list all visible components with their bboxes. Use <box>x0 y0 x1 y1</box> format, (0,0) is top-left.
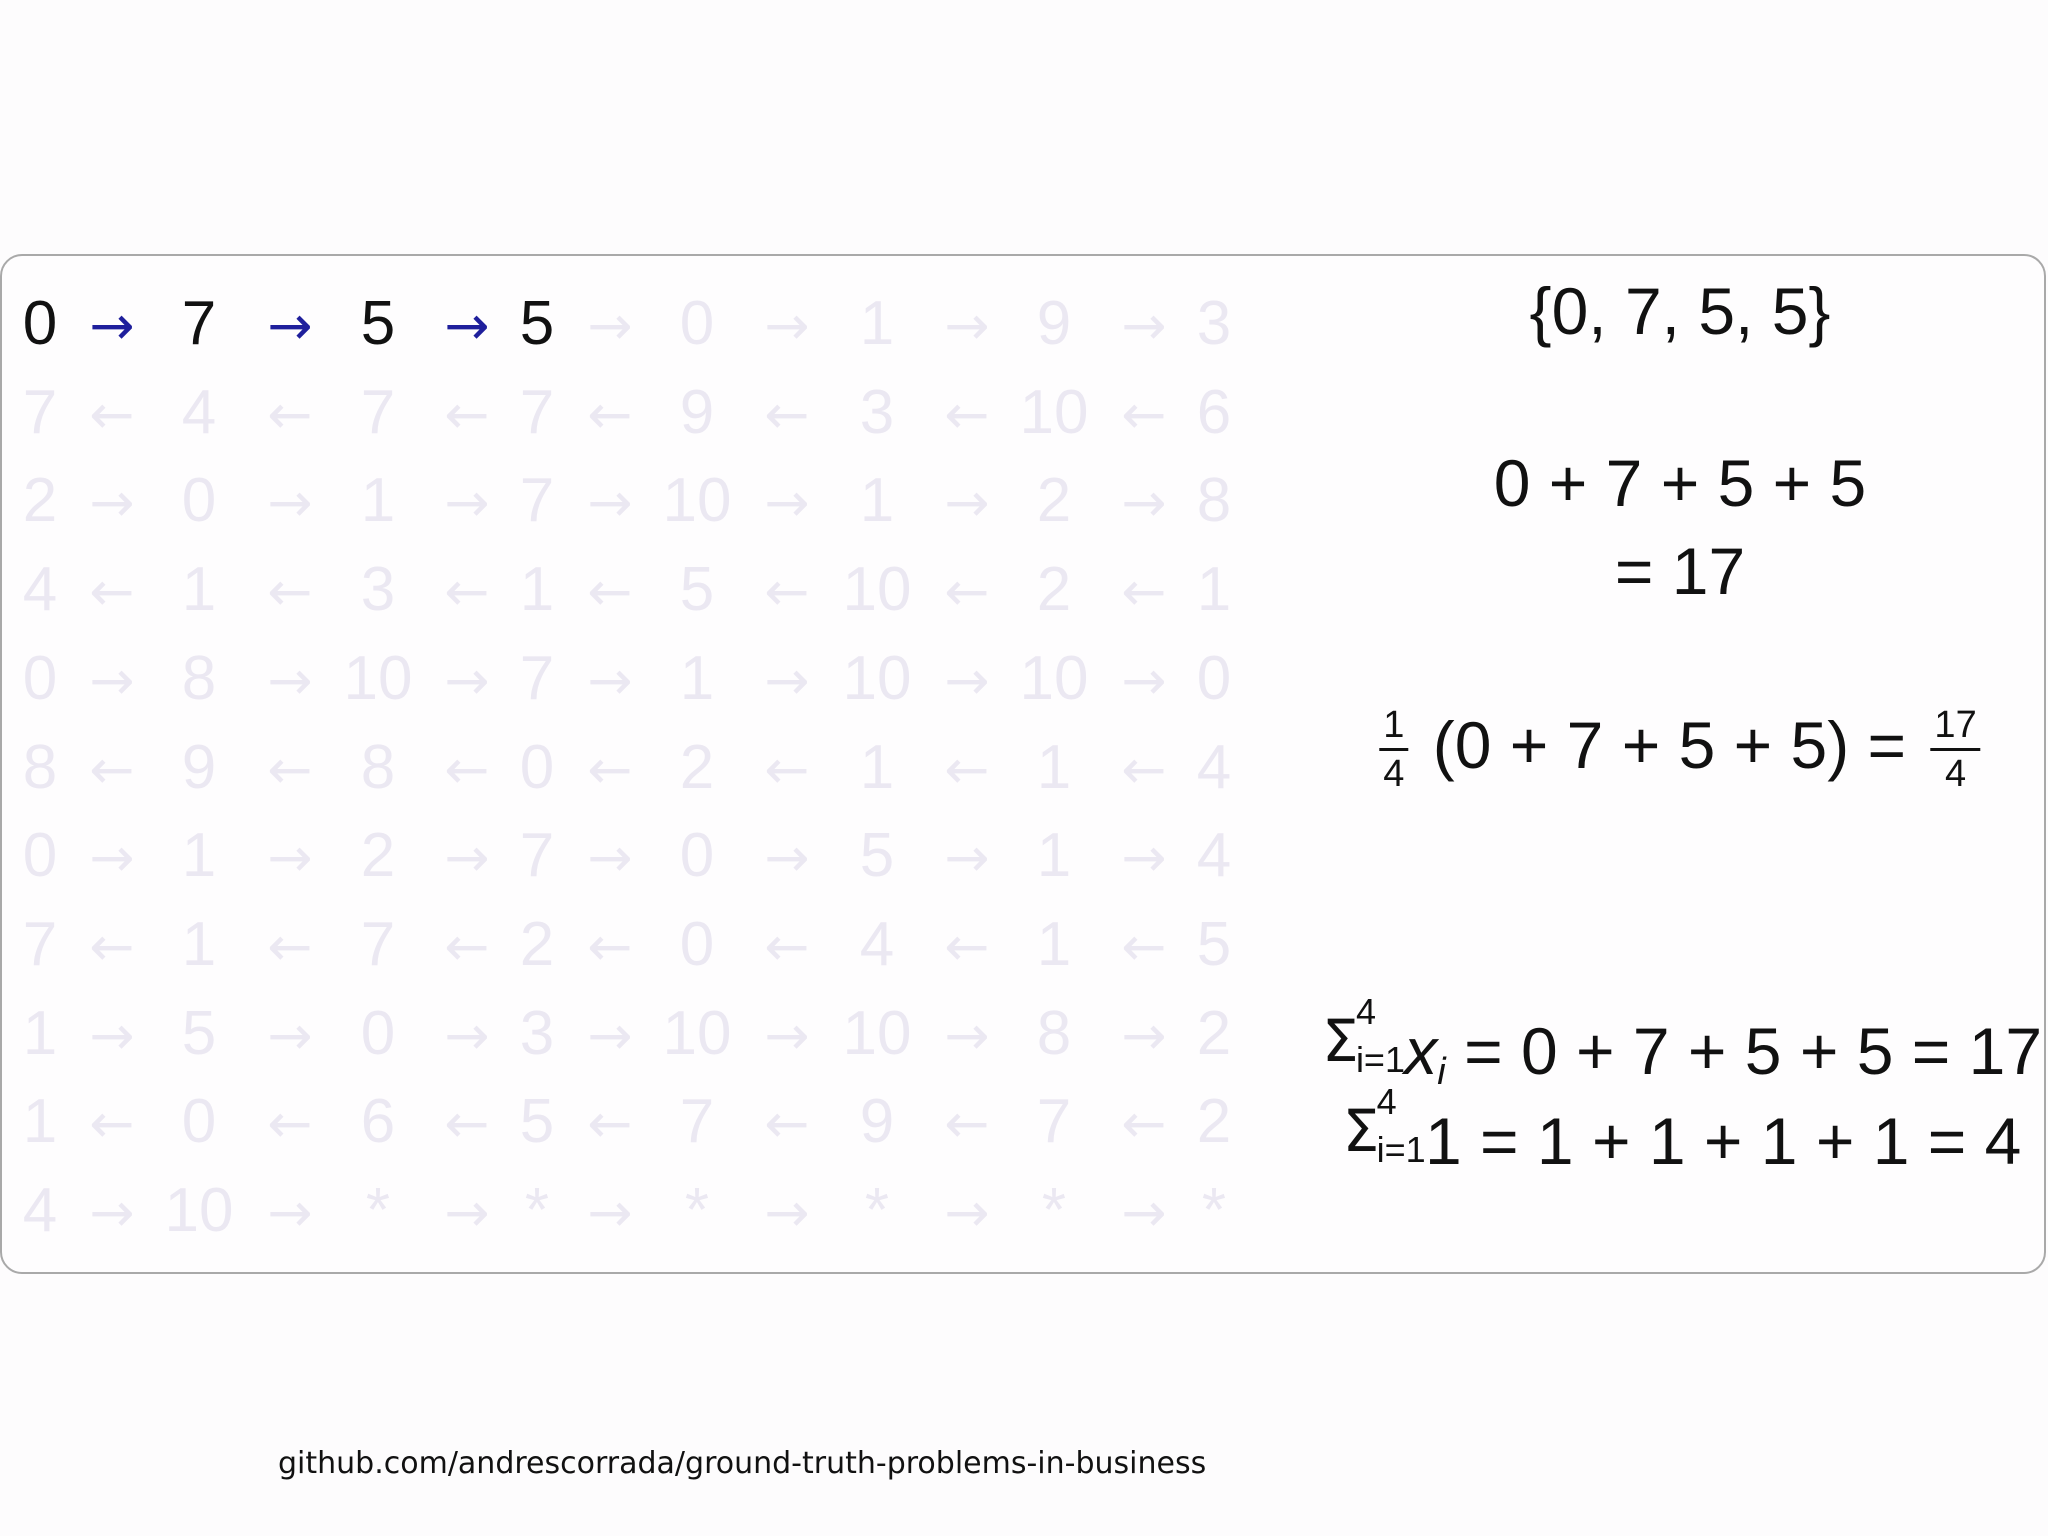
arrow-left-icon: ← <box>267 737 313 801</box>
arrow-right-icon: → <box>267 1003 313 1067</box>
arrow-right-icon: → <box>267 1181 313 1244</box>
arrow-left-icon: ← <box>444 737 490 801</box>
mean-body: (0 + 7 + 5 + 5) = <box>1432 707 1907 782</box>
arrow-left-icon: ← <box>944 1092 990 1156</box>
grid-number: 0 <box>1196 643 1232 713</box>
grid-number: 10 <box>1019 643 1089 713</box>
arrow-left-icon: ← <box>1121 1092 1167 1156</box>
grid-number: 2 <box>22 466 58 536</box>
grid-number: 0 <box>22 643 58 713</box>
arrow-left-icon: ← <box>587 737 633 801</box>
grid-number: 1 <box>859 466 895 536</box>
grid-number: 2 <box>519 909 555 979</box>
arrow-right-icon: → <box>444 294 490 357</box>
arrow-left-icon: ← <box>1121 914 1167 978</box>
arrow-right-icon: → <box>89 1003 135 1067</box>
arrow-left-icon: ← <box>587 914 633 978</box>
arrow-right-icon: → <box>764 1003 810 1067</box>
arrow-right-icon: → <box>764 826 810 890</box>
grid-number: 5 <box>1196 909 1232 979</box>
grid-number: 5 <box>519 1087 555 1157</box>
arrow-right-icon: → <box>587 1003 633 1067</box>
grid-number: 1 <box>181 909 217 979</box>
sigma-symbol: Σ 4 i=1 <box>1321 991 1405 1080</box>
grid-number: 0 <box>519 732 555 802</box>
sum-expression: 0 + 7 + 5 + 5 <box>1493 446 1867 520</box>
grid-number: 7 <box>519 377 555 447</box>
sigma-one-rhs: 1 = 1 + 1 + 1 + 1 = 4 <box>1425 1104 2022 1178</box>
arrow-left-icon: ← <box>944 914 990 978</box>
grid-number: 0 <box>22 289 58 358</box>
arrow-left-icon: ← <box>944 737 990 801</box>
grid-number: 9 <box>1036 289 1072 358</box>
grid-number: 10 <box>662 466 732 536</box>
grid-number: 7 <box>22 377 58 447</box>
grid-number: 0 <box>679 821 715 891</box>
arrow-right-icon: → <box>587 471 633 535</box>
grid-number: 10 <box>343 643 413 713</box>
arrow-right-icon: → <box>444 826 490 890</box>
one-quarter-fraction: $\frac{1}{4}$ <box>1379 706 1408 795</box>
grid-number: 1 <box>22 1087 58 1157</box>
arrow-right-icon: → <box>267 471 313 535</box>
grid-number: * <box>365 1176 391 1245</box>
grid-number: 7 <box>360 909 396 979</box>
arrow-left-icon: ← <box>764 560 810 624</box>
arrow-left-icon: ← <box>89 914 135 978</box>
arrow-left-icon: ← <box>444 914 490 978</box>
arrow-left-icon: ← <box>587 560 633 624</box>
grid-number: 0 <box>679 289 715 358</box>
grid-number: 7 <box>679 1087 715 1157</box>
arrow-left-icon: ← <box>89 382 135 446</box>
arrow-right-icon: → <box>764 648 810 712</box>
arrow-right-icon: → <box>944 648 990 712</box>
grid-number: 4 <box>859 909 895 979</box>
grid-number: 10 <box>842 555 912 625</box>
grid-number: 8 <box>1196 466 1232 536</box>
grid-number: 4 <box>22 1176 58 1245</box>
arrow-right-icon: → <box>1121 648 1167 712</box>
sigma-symbol: Σ 4 i=1 <box>1342 1081 1426 1170</box>
grid-number: 6 <box>360 1087 396 1157</box>
grid-number: 7 <box>1036 1087 1072 1157</box>
arrow-left-icon: ← <box>444 560 490 624</box>
arrow-right-icon: → <box>444 648 490 712</box>
arrow-left-icon: ← <box>764 737 810 801</box>
arrow-right-icon: → <box>764 294 810 357</box>
grid-number: 8 <box>360 732 396 802</box>
grid-number: 8 <box>22 732 58 802</box>
grid-number: 5 <box>859 821 895 891</box>
grid-number: 10 <box>1019 377 1089 447</box>
grid-number: 7 <box>360 377 396 447</box>
arrow-left-icon: ← <box>89 1092 135 1156</box>
arrow-right-icon: → <box>89 1181 135 1244</box>
arrow-right-icon: → <box>587 1181 633 1244</box>
grid-number: 2 <box>360 821 396 891</box>
grid-number: 5 <box>519 289 555 358</box>
grid-number: 1 <box>22 998 58 1068</box>
grid-number: 1 <box>360 466 396 536</box>
arrow-left-icon: ← <box>587 1092 633 1156</box>
sigma-x-rhs: = 0 + 7 + 5 + 5 = 17 <box>1464 1014 2043 1088</box>
grid-number: 9 <box>181 732 217 802</box>
mean-result-fraction: $\frac{17}{4}$ <box>1930 706 1980 795</box>
grid-number: 10 <box>842 643 912 713</box>
grid-number: 5 <box>679 555 715 625</box>
grid-number: 4 <box>1196 821 1232 891</box>
grid-number: 10 <box>164 1176 234 1245</box>
arrow-left-icon: ← <box>764 1092 810 1156</box>
arrow-right-icon: → <box>944 471 990 535</box>
sum-result: = 17 <box>1614 534 1746 608</box>
grid-number: 0 <box>181 1087 217 1157</box>
grid-number: 10 <box>842 998 912 1068</box>
grid-number: 5 <box>181 998 217 1068</box>
arrow-left-icon: ← <box>764 914 810 978</box>
grid-number: 2 <box>1036 555 1072 625</box>
arrow-left-icon: ← <box>764 382 810 446</box>
grid-number: 3 <box>360 555 396 625</box>
arrow-right-icon: → <box>267 648 313 712</box>
grid-number: 1 <box>679 643 715 713</box>
arrow-left-icon: ← <box>444 1092 490 1156</box>
grid-number: * <box>684 1176 710 1245</box>
grid-number: 7 <box>519 466 555 536</box>
grid-number: 1 <box>181 821 217 891</box>
grid-number: 10 <box>662 998 732 1068</box>
arrow-right-icon: → <box>89 826 135 890</box>
arrow-left-icon: ← <box>944 382 990 446</box>
grid-number: 2 <box>1036 466 1072 536</box>
arrow-left-icon: ← <box>1121 560 1167 624</box>
arrow-right-icon: → <box>444 1181 490 1244</box>
arrow-right-icon: → <box>587 826 633 890</box>
grid-number: 7 <box>519 821 555 891</box>
sigma-one-expression <box>1342 1081 2022 1178</box>
x-sub-i: $x_i$ <box>1404 1014 1446 1093</box>
grid-number: 9 <box>859 1087 895 1157</box>
grid-number: 0 <box>181 466 217 536</box>
set-expression: {0, 7, 5, 5} <box>1529 274 1831 348</box>
arrow-right-icon: → <box>944 826 990 890</box>
grid-number: 0 <box>22 821 58 891</box>
github-link[interactable]: github.com/andrescorrada/ground-truth-problems-in-business <box>278 1446 1207 1481</box>
grid-number: 1 <box>519 555 555 625</box>
grid-number: 1 <box>859 289 895 358</box>
arrow-right-icon: → <box>1121 471 1167 535</box>
grid-number: 0 <box>360 998 396 1068</box>
arrow-right-icon: → <box>587 294 633 357</box>
grid-number: 1 <box>181 555 217 625</box>
arrow-right-icon: → <box>444 471 490 535</box>
grid-number: 2 <box>679 732 715 802</box>
arrow-right-icon: → <box>1121 1003 1167 1067</box>
grid-number: 4 <box>181 377 217 447</box>
figure-panel <box>0 254 2046 1274</box>
grid-number: * <box>524 1176 550 1245</box>
arrow-right-icon: → <box>267 294 313 357</box>
grid-number: 8 <box>181 643 217 713</box>
arrow-left-icon: ← <box>267 560 313 624</box>
grid-number: 1 <box>1036 909 1072 979</box>
grid-number: 5 <box>360 289 396 358</box>
arrow-right-icon: → <box>764 471 810 535</box>
arrow-right-icon: → <box>1121 294 1167 357</box>
grid-number: 1 <box>1036 821 1072 891</box>
grid-number: * <box>1041 1176 1067 1245</box>
arrow-right-icon: → <box>89 648 135 712</box>
grid-number: 4 <box>22 555 58 625</box>
arrow-right-icon: → <box>89 294 135 357</box>
grid-number: 1 <box>1196 555 1232 625</box>
arrow-right-icon: → <box>944 1003 990 1067</box>
grid-number: 7 <box>22 909 58 979</box>
grid-number: 2 <box>1196 998 1232 1068</box>
grid-number: 9 <box>679 377 715 447</box>
grid-number: * <box>1201 1176 1227 1245</box>
arrow-right-icon: → <box>764 1181 810 1244</box>
grid-number: 8 <box>1036 998 1072 1068</box>
arrow-left-icon: ← <box>444 382 490 446</box>
arrow-left-icon: ← <box>1121 382 1167 446</box>
grid-number: 7 <box>181 289 217 358</box>
grid-number: 3 <box>859 377 895 447</box>
grid-number: 1 <box>859 732 895 802</box>
arrow-left-icon: ← <box>89 737 135 801</box>
arrow-left-icon: ← <box>1121 737 1167 801</box>
grid-number: 0 <box>679 909 715 979</box>
grid-number: 2 <box>1196 1087 1232 1157</box>
arrow-right-icon: → <box>89 471 135 535</box>
arrow-right-icon: → <box>1121 826 1167 890</box>
grid-number: 7 <box>519 643 555 713</box>
arrow-right-icon: → <box>444 1003 490 1067</box>
arrow-right-icon: → <box>587 648 633 712</box>
arrow-left-icon: ← <box>267 1092 313 1156</box>
grid-number: 3 <box>519 998 555 1068</box>
grid-number: 6 <box>1196 377 1232 447</box>
mean-expression <box>1373 706 1986 795</box>
arrow-right-icon: → <box>267 826 313 890</box>
arrow-right-icon: → <box>944 294 990 357</box>
arrow-left-icon: ← <box>89 560 135 624</box>
arrow-left-icon: ← <box>267 914 313 978</box>
sigma-x-expression <box>1321 991 2043 1093</box>
grid-number: 4 <box>1196 732 1232 802</box>
arrow-right-icon: → <box>1121 1181 1167 1244</box>
arrow-left-icon: ← <box>267 382 313 446</box>
arrow-left-icon: ← <box>944 560 990 624</box>
arrow-left-icon: ← <box>587 382 633 446</box>
grid-number: * <box>864 1176 890 1245</box>
arrow-right-icon: → <box>944 1181 990 1244</box>
grid-number: 1 <box>1036 732 1072 802</box>
grid-number: 3 <box>1196 289 1232 358</box>
